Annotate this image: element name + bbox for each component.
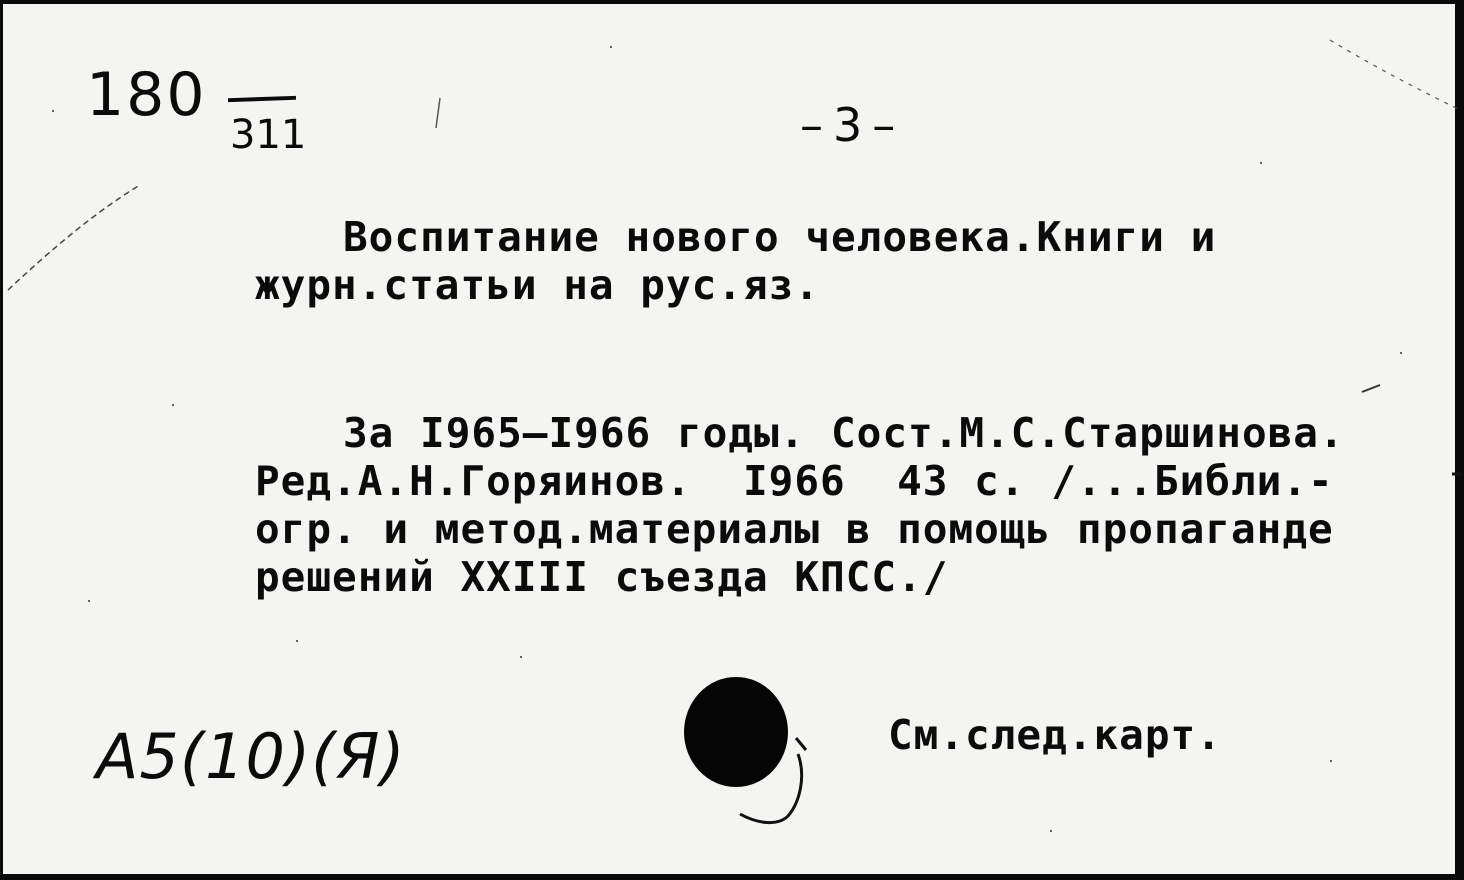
shelfmark-sub: 311 <box>230 112 307 158</box>
title-line-2: журн.статьи на рус.яз. <box>255 261 821 309</box>
desc-line-3: огр. и метод.материалы в помощь пропаганде <box>255 505 1334 553</box>
punch-hole <box>680 676 830 836</box>
desc-line-4: решений XXIII съезда КПСС./ <box>255 553 949 601</box>
desc-line-2: Ред.А.Н.Горяинов. I966 43 с. /...Библи.- <box>255 457 1334 505</box>
speck <box>172 404 174 406</box>
classification-code: А5(10)(Я) <box>96 720 406 793</box>
speck <box>1330 760 1332 762</box>
speck <box>1400 352 1402 354</box>
speck <box>1050 830 1052 832</box>
speck <box>296 640 298 642</box>
speck <box>52 110 54 112</box>
title-line-1: Воспитание нового человека.Книги и <box>343 213 1217 261</box>
speck <box>88 600 90 602</box>
speck <box>520 656 522 658</box>
desc-line-1: За I965–I966 годы. Сост.М.С.Старшинова. <box>343 409 1345 457</box>
page-mark: –3– <box>800 98 906 152</box>
speck <box>1260 162 1262 164</box>
speck <box>610 46 612 48</box>
punch-hole-graphic <box>680 676 830 836</box>
continued-note: См.след.карт. <box>888 711 1222 759</box>
shelfmark-top: 180 <box>86 60 207 130</box>
shelfmark-fraction-line <box>228 96 296 102</box>
